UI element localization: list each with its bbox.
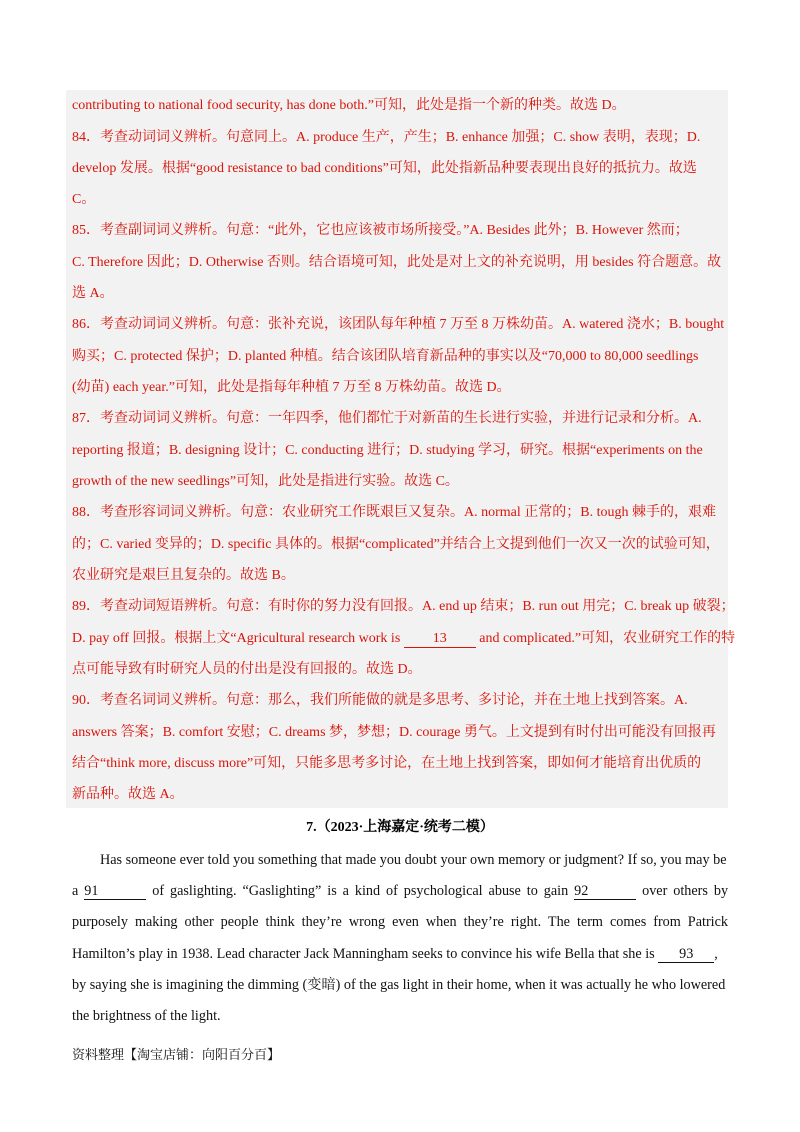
answer-line-19: 点可能导致有时研究人员的付出是没有回报的。故选 D。 (72, 662, 422, 677)
passage-line-4-text: Hamilton’s play in 1938. Lead character Jack Manningham seeks to convince his wife Bella that she is (72, 946, 659, 962)
section-title: 7.（2023·上海嘉定·统考二模） (306, 820, 494, 835)
passage-line-1: Has someone ever told you something that made you doubt your own memory or judgment? If so, you may be (100, 852, 727, 868)
answer-line-9: 购买；C. protected 保护；D. planted 种植。结合该团队培育新品种的事实以及“70,000 to 80,000 seedlings (72, 349, 699, 364)
answer-line-23: 新品种。故选 A。 (72, 787, 184, 802)
answer-line-6: C. Therefore 因此；D. Otherwise 否则。结合语境可知，此处是对上文的补充说明，用 besides 符合题意。故 (72, 255, 722, 270)
passage-line-3: purposely making other people think they’re wrong even when they’re right. The term comes from Patrick (72, 914, 728, 930)
answer-line-1: contributing to national food security, has done both.”可知，此处是指一个新的种类。故选 D。 (72, 98, 626, 113)
footer-source: 资料整理【淘宝店铺：向阳百分百】 (72, 1048, 281, 1063)
answer-line-14: 88．考查形容词词义辨析。句意：农业研究工作既艰巨又复杂。A. normal 正常的；B. tough 棘手的，艰难 (72, 505, 716, 520)
blank-93: 93 (658, 946, 714, 963)
passage-line-5: by saying she is imagining the dimming (变暗) of the gas light in their home, when it was actually he who lowered (72, 977, 726, 993)
passage-line-2-end: over others by (642, 883, 729, 899)
passage-line-2 (72, 881, 728, 901)
answer-line-22: 结合“think more, discuss more”可知，只能多思考多讨论，在土地上找到答案，即如何才能培育出优质的 (72, 756, 702, 771)
answer-line-16: 农业研究是艰巨且复杂的。故选 B。 (72, 568, 295, 583)
passage-line-4-end: , (714, 946, 718, 962)
answer-line-20: 90．考查名词词义辨析。句意：那么，我们所能做的就是多思考、多讨论，并在土地上找到答案。A. (72, 693, 688, 708)
passage-line-2-a: a (72, 883, 79, 899)
passage-line-2-mid: of gaslighting. “Gaslighting” is a kind of psychological abuse to gain (152, 883, 569, 899)
answer-line-4: C。 (72, 192, 96, 207)
answer-line-18-before: D. pay off 回报。根据上文“Agricultural research work is (72, 631, 404, 646)
answer-line-3: develop 发展。根据“good resistance to bad conditions”可知，此处指新品种要表现出良好的抵抗力。故选 (72, 161, 697, 176)
answer-line-7: 选 A。 (72, 286, 114, 301)
answer-line-13: growth of the new seedlings”可知，此处是指进行实验。故选 C。 (72, 474, 459, 489)
answer-line-11: 87．考查动词词义辨析。句意：一年四季，他们都忙于对新苗的生长进行实验，并进行记录和分析。A. (72, 411, 702, 426)
answer-line-2: 84．考查动词词义辨析。句意同上。A. produce 生产，产生；B. enhance 加强；C. show 表明，表现；D. (72, 130, 701, 145)
passage-line-6: the brightness of the light. (72, 1008, 221, 1024)
blank-91: 91 (84, 883, 146, 900)
answer-line-15: 的；C. varied 变异的；D. specific 具体的。根据“complicated”并结合上文提到他们一次又一次的试验可知， (72, 537, 720, 552)
answer-line-21: answers 答案；B. comfort 安慰；C. dreams 梦，梦想；D. courage 勇气。上文提到有时付出可能没有回报再 (72, 725, 716, 740)
answer-line-8: 86．考查动词词义辨析。句意：张补充说，该团队每年种植 7 万至 8 万株幼苗。A. watered 浇水；B. bought (72, 317, 725, 332)
blank-92: 92 (574, 883, 636, 900)
passage-line-4 (72, 944, 718, 964)
answer-line-5: 85．考查副词词义辨析。句意：“此外，它也应该被市场所接受。”A. Besides 此外；B. However 然而； (72, 223, 689, 238)
answer-line-10: (幼苗) each year.”可知，此处是指每年种植 7 万至 8 万株幼苗。故选 D。 (72, 380, 511, 395)
answer-line-17: 89．考查动词短语辨析。句意：有时你的努力没有回报。A. end up 结束；B. run out 用完；C. break up 破裂； (72, 599, 735, 614)
answer-blank-13: 13 (404, 631, 476, 648)
answer-line-12: reporting 报道；B. designing 设计；C. conducting 进行；D. studying 学习，研究。根据“experiments on the (72, 443, 703, 458)
answer-line-18-after: and complicated.”可知，农业研究工作的特 (475, 631, 736, 646)
answer-line-18 (72, 629, 735, 649)
